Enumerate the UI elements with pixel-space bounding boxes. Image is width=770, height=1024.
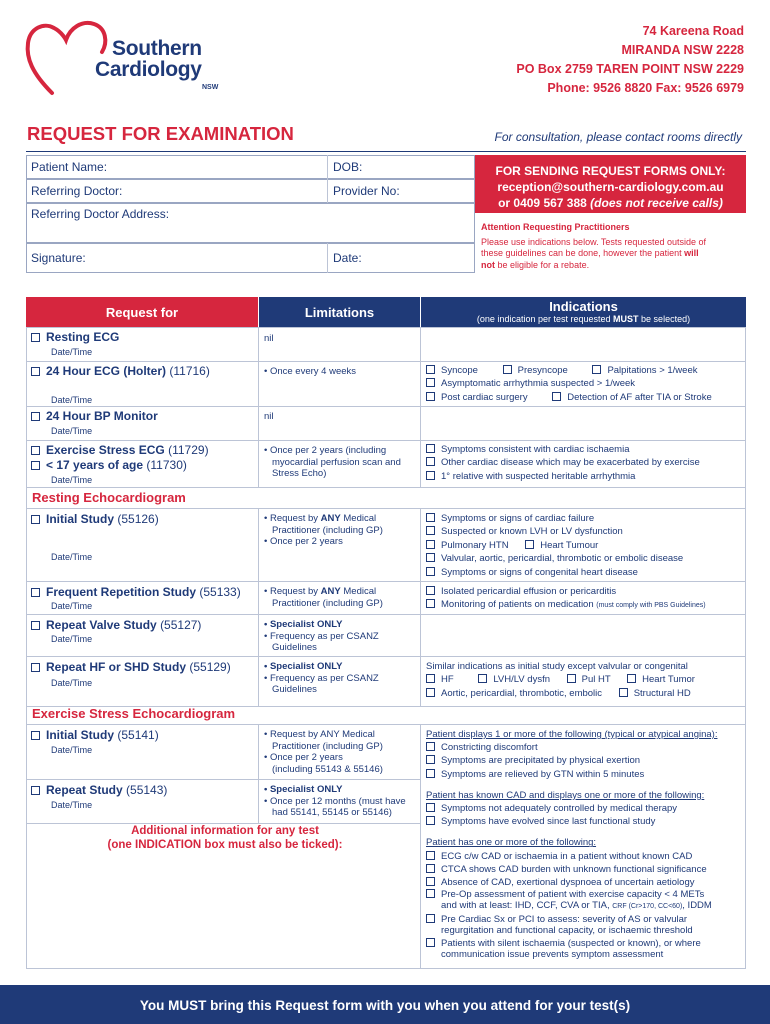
indication: Suspected or known LVH or LV dysfunction (441, 526, 623, 538)
repeat-hf-option[interactable] (31, 660, 231, 674)
indication-intro: Similar indications as initial study except valvular or congenital (426, 661, 688, 672)
address-line: MIRANDA NSW 2228 (621, 43, 744, 57)
indication-group-heading: Patient has one or more of the following: (426, 837, 597, 849)
limitation-line: • Request by (264, 586, 319, 597)
option-label: 24 Hour ECG (Holter) (46, 364, 167, 378)
checkbox[interactable] (426, 674, 435, 683)
option-code: (55126) (117, 512, 159, 526)
date-time-label: Date/Time (51, 552, 93, 562)
limitation-any: ANY (320, 513, 341, 524)
checkbox[interactable] (31, 731, 40, 740)
indication: regurgitation and functional capacity, or ischaemic threshold (441, 925, 693, 937)
limitation-line: Guidelines (272, 684, 317, 695)
logo (22, 18, 242, 98)
checkbox[interactable] (31, 412, 40, 421)
additional-line: Additional information for any test (131, 825, 319, 837)
footer-banner: You MUST bring this Request form with you when you attend for your test(s) (0, 985, 770, 1024)
limitation-text: • Specialist ONLY • Frequency as per CSANZ Guidelines (264, 619, 379, 653)
address-line: 74 Kareena Road (642, 24, 744, 38)
date-time-label: Date/Time (51, 800, 93, 810)
option-code: (55133) (199, 585, 241, 599)
indication: Constricting discomfort (441, 742, 538, 754)
limitation-line: • Once per 12 months (must have (264, 795, 406, 807)
signature-field[interactable] (26, 243, 475, 273)
checkbox[interactable] (426, 755, 435, 764)
option-label: Frequent Repetition Study (46, 585, 196, 599)
limitation-line: • Once per 2 years (264, 752, 343, 763)
limitation-line: Practitioner (including GP) (272, 740, 383, 752)
indication: 1° relative with suspected heritable arrhythmia (441, 470, 636, 482)
indication: Pre-Op assessment of patient with exercise capacity < 4 METs (441, 889, 705, 901)
checkbox[interactable] (31, 446, 40, 455)
option-code: (55129) (189, 660, 231, 674)
indication: Monitoring of patients on medication (441, 599, 594, 611)
attention-note (481, 222, 743, 271)
frequent-indications (426, 585, 706, 613)
limitation-text: • Specialist ONLY • Frequency as per CSANZ Guidelines (264, 661, 379, 695)
limitation-line: • Request by (264, 513, 319, 524)
indication: Detection of AF after TIA or Stroke (567, 391, 712, 403)
section-resting-echo: Resting Echocardiogram (32, 490, 186, 505)
provider-no-label: Provider No: (333, 184, 400, 198)
option-code: (11716) (169, 364, 210, 378)
indication: Syncope (441, 365, 478, 376)
limitation-text (264, 586, 383, 609)
resting-echo-initial-indications (426, 512, 683, 579)
limitation-line: (including 55143 & 55146) (272, 763, 383, 775)
holter-indications (426, 364, 712, 404)
sending-heading: FOR SENDING REQUEST FORMS ONLY: (495, 164, 726, 178)
checkbox[interactable] (31, 786, 40, 795)
checkbox[interactable] (426, 567, 435, 576)
attention-text: these guidelines can be done, however the patient (481, 248, 682, 258)
indication: ECG c/w CAD or ischaemia in a patient without known CAD (441, 850, 693, 862)
resting-echo-initial-option[interactable] (31, 512, 159, 526)
option-code: (55143) (126, 783, 168, 797)
limitation-specialist: Specialist ONLY (269, 661, 343, 672)
limitation-text: nil (264, 333, 274, 344)
stress-echo-indications (426, 728, 717, 960)
checkbox[interactable] (503, 365, 512, 374)
limitation-text: nil (264, 411, 274, 422)
option-label: Initial Study (46, 512, 115, 526)
attention-will: will (684, 248, 699, 258)
indication-note: CRF (Cr>170, CC<60) (612, 903, 683, 911)
repeat-hf-indications (426, 660, 695, 700)
indication: and with at least: IHD, CCF, CVA or TIA, (441, 900, 610, 912)
date-time-label: Date/Time (51, 745, 93, 755)
limitation-line: Practitioner (including GP) (272, 524, 383, 536)
attention-not: not (481, 259, 495, 270)
option-code: (55127) (160, 618, 202, 632)
checkbox[interactable] (426, 742, 435, 751)
holter-option[interactable] (31, 364, 210, 378)
sending-phone: or 0409 567 388 (498, 196, 587, 210)
additional-info-note (40, 824, 410, 852)
divider (26, 151, 746, 152)
sending-email: reception@southern-cardiology.com.au (497, 180, 724, 194)
checkbox[interactable] (426, 392, 435, 401)
option-label: Repeat Valve Study (46, 618, 157, 632)
repeat-valve-option[interactable] (31, 618, 201, 632)
option-label: < 17 years of age (46, 458, 144, 472)
header-limitations: Limitations (258, 297, 420, 327)
limitation-line: • Frequency as per CSANZ (264, 672, 379, 684)
limitation-specialist: Specialist ONLY (269, 619, 343, 630)
checkbox[interactable] (31, 588, 40, 597)
indication: Post cardiac surgery (441, 391, 528, 403)
indication: Asymptomatic arrhythmia suspected > 1/week (441, 378, 636, 390)
indication-group-heading: Patient has known CAD and displays one or more of the following: (426, 789, 705, 801)
checkbox[interactable] (426, 471, 435, 480)
checkbox[interactable] (426, 457, 435, 466)
checkbox[interactable] (426, 803, 435, 812)
limitation-line: had 55141, 55145 or 55146) (272, 807, 392, 818)
checkbox[interactable] (31, 621, 40, 630)
option-code: (11730) (146, 458, 187, 472)
limitation-line: Practitioner (including GP) (272, 597, 383, 609)
checkbox[interactable] (31, 663, 40, 672)
indication: Presyncope (517, 365, 568, 376)
checkbox[interactable] (426, 526, 435, 535)
date-label: Date: (333, 251, 362, 265)
stress-echo-initial-option[interactable] (31, 728, 159, 742)
limitation-line: • Once per 2 years (including (264, 445, 387, 456)
option-label: 24 Hour BP Monitor (46, 409, 158, 423)
option-label: Repeat Study (46, 783, 123, 797)
date-time-label: Date/Time (51, 395, 93, 405)
indication: LVH/LV dysfn (493, 674, 550, 686)
limitation-line: Guidelines (272, 642, 317, 653)
checkbox[interactable] (567, 674, 576, 683)
date-time-label: Date/Time (51, 426, 93, 436)
stress-echo-repeat-option[interactable] (31, 783, 167, 797)
logo-line2: Cardiology (95, 58, 202, 81)
checkbox[interactable] (426, 688, 435, 697)
limitation-specialist: Specialist ONLY (269, 784, 343, 795)
logo-line3: NSW (202, 84, 219, 91)
stress-ecg-indications (426, 443, 700, 483)
checkbox[interactable] (426, 444, 435, 453)
limitation-line: myocardial perfusion scan and (272, 456, 401, 468)
page-title: REQUEST FOR EXAMINATION (27, 123, 294, 144)
checkbox[interactable] (426, 599, 435, 608)
limitation-line: Stress Echo) (272, 468, 327, 479)
date-time-label: Date/Time (51, 678, 93, 688)
clinic-address (516, 22, 744, 98)
indication: communication issue prevents symptom assessment (441, 949, 664, 961)
limitation-text (264, 513, 383, 548)
date-time-label: Date/Time (51, 475, 93, 485)
indications-sub: be selected) (641, 314, 691, 324)
indication: Other cardiac disease which may be exacerbated by exercise (441, 457, 700, 469)
checkbox[interactable] (426, 914, 435, 923)
limitation-line: • Frequency as per CSANZ (264, 630, 379, 642)
option-label: Initial Study (46, 728, 115, 742)
option-label: Repeat HF or SHD Study (46, 660, 187, 674)
address-line: PO Box 2759 TAREN POINT NSW 2229 (516, 62, 744, 76)
option-label: Exercise Stress ECG (46, 443, 165, 457)
patient-name-label: Patient Name: (31, 160, 108, 174)
option-label: Resting ECG (46, 330, 120, 344)
checkbox[interactable] (525, 540, 534, 549)
checkbox[interactable] (426, 877, 435, 886)
indication: Palpitations > 1/week (607, 365, 698, 376)
sending-phone-note: (does not receive calls) (590, 196, 723, 210)
limitation-line: • Once per 2 years (264, 536, 343, 547)
checkbox[interactable] (619, 688, 628, 697)
checkbox[interactable] (478, 674, 487, 683)
limitation-line: • Request by ANY Medical (264, 729, 375, 740)
stress-ecg-option[interactable] (31, 443, 209, 457)
limitation-line: Medical (343, 586, 377, 597)
stress-ecg-under17-option[interactable] (31, 458, 187, 472)
indication: Heart Tumor (642, 674, 695, 686)
indication: , IDDM (682, 900, 712, 912)
sending-info-box (475, 155, 746, 213)
indications-title: Indications (549, 299, 618, 314)
attention-text: Please use indications below. Tests requested outside of (481, 236, 706, 247)
indications-sub: (one indication per test requested (476, 314, 611, 324)
checkbox[interactable] (426, 938, 435, 947)
consult-note: For consultation, please contact rooms directly (494, 130, 742, 144)
option-code: (11729) (168, 443, 209, 457)
option-code: (55141) (117, 728, 159, 742)
indication: Pulmonary HTN (441, 539, 509, 551)
checkbox[interactable] (552, 392, 561, 401)
indication: Symptoms or signs of congenital heart disease (441, 566, 638, 578)
address-phone: Phone: 9526 8820 Fax: 9526 6979 (547, 81, 744, 95)
attention-heading: Attention Requesting Practitioners (481, 222, 630, 232)
checkbox[interactable] (426, 540, 435, 549)
indications-must: MUST (613, 314, 639, 324)
limitation-line: Medical (343, 513, 377, 524)
referring-doctor-label: Referring Doctor: (31, 184, 123, 198)
dob-label: DOB: (333, 160, 363, 174)
limitation-text (264, 729, 383, 775)
attention-text: be eligible for a rebate. (497, 259, 590, 270)
checkbox[interactable] (592, 365, 601, 374)
indication-group-heading: Patient displays 1 or more of the following (typical or atypical angina): (426, 729, 718, 740)
frequent-repetition-option[interactable] (31, 585, 241, 599)
checkbox[interactable] (426, 864, 435, 873)
indication: Symptoms consistent with cardiac ischaemia (441, 444, 630, 455)
checkbox[interactable] (426, 889, 435, 898)
checkbox[interactable] (426, 851, 435, 860)
indication: Pul HT (581, 674, 611, 686)
indication: Aortic, pericardial, thrombotic, embolic (441, 687, 603, 699)
limitation-any: ANY (320, 586, 341, 597)
indication: Patients with silent ischaemia (suspected or known), or where (441, 938, 701, 950)
signature-label: Signature: (31, 251, 86, 265)
checkbox[interactable] (31, 367, 40, 376)
indication: HF (441, 674, 454, 686)
checkbox[interactable] (426, 513, 435, 522)
indication: Symptoms not adequately controlled by medical therapy (441, 803, 678, 815)
indication: Absence of CAD, exertional dyspnoea of uncertain aetiology (441, 877, 695, 889)
header-indications (420, 297, 746, 327)
header-request-for: Request for (26, 297, 258, 327)
indication: Pre Cardiac Sx or PCI to assess: severity of AS or valvular (441, 914, 688, 926)
checkbox[interactable] (426, 553, 435, 562)
checkbox[interactable] (31, 333, 40, 342)
checkbox[interactable] (31, 515, 40, 524)
bp-monitor-option[interactable] (31, 409, 158, 423)
indication: CTCA shows CAD burden with unknown functional significance (441, 863, 707, 875)
indication: Symptoms or signs of cardiac failure (441, 513, 595, 524)
date-time-label: Date/Time (51, 601, 93, 611)
indication: Structural HD (633, 687, 691, 699)
checkbox[interactable] (426, 769, 435, 778)
logo-line1: Southern (112, 37, 202, 60)
checkbox[interactable] (426, 816, 435, 825)
limitation-text: • Specialist ONLY • Once per 12 months (must have had 55141, 55145 or 55146) (264, 784, 406, 818)
indication: Isolated pericardial effusion or pericarditis (441, 586, 617, 597)
indication-note: (must comply with PBS Guidelines) (596, 602, 706, 610)
section-stress-echo: Exercise Stress Echocardiogram (32, 706, 236, 721)
date-time-label: Date/Time (51, 634, 93, 644)
indication: Valvular, aortic, pericardial, thrombotic or embolic disease (441, 553, 684, 565)
indication: Symptoms are relieved by GTN within 5 minutes (441, 768, 645, 780)
checkbox[interactable] (426, 365, 435, 374)
limitation-text: • Once every 4 weeks (264, 366, 357, 377)
indication: Heart Tumour (540, 539, 599, 551)
indication: Symptoms have evolved since last functional study (441, 816, 656, 828)
limitation-text (264, 445, 401, 480)
referring-address-label: Referring Doctor Address: (31, 207, 170, 221)
additional-line: (one INDICATION box must also be ticked): (107, 839, 343, 851)
resting-ecg-option[interactable] (31, 330, 119, 344)
checkbox[interactable] (31, 461, 40, 470)
checkbox[interactable] (426, 586, 435, 595)
checkbox[interactable] (627, 674, 636, 683)
date-time-label: Date/Time (51, 347, 93, 357)
indication: Symptoms are precipitated by physical exertion (441, 755, 641, 767)
checkbox[interactable] (426, 378, 435, 387)
